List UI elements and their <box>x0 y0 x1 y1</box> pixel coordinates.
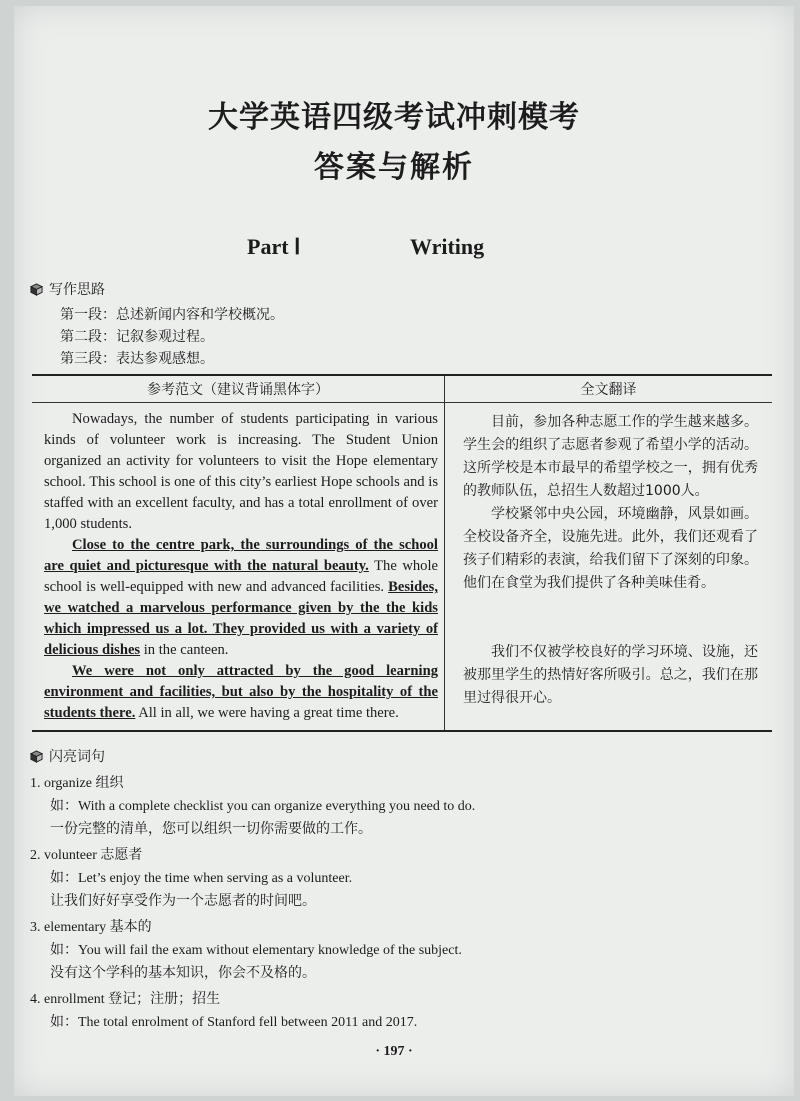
translation-paragraph-1: 目前，参加各种志愿工作的学生越来越多。学生会的组织了志愿者参观了希望小学的活动。这所学校是本市最早的希望学校之一，拥有优秀的教师队伍，总招生人数超过1000人。 <box>463 414 758 499</box>
essay-paragraph-1: Nowadays, the number of students participating in various kinds of volunteer work is increasing. The Student Union organized an activity for volunteers to visit the Hope elementary school. This school is one of this city’s earliest Hope schools and is staffed with an excellent faculty, and has a total enrollment of over 1,000 students. <box>44 411 438 532</box>
vocab-example: 如：With a complete checklist you can organize everything you need to do. <box>50 799 476 814</box>
english-essay-cell <box>32 403 445 732</box>
model-essay-header: 参考范文（建议背诵黑体字） <box>32 375 445 403</box>
essay-paragraph-3 <box>44 661 438 724</box>
outline-item: 第二段：记叙参观过程。 <box>60 329 214 345</box>
translation-paragraph-2: 学校紧邻中央公园，环境幽静，风景如画。全校设备齐全，设施先进。此外，我们还观看了孩子们精彩的表演，给我们留下了深刻的印象。他们在食堂为我们提供了各种美味佳肴。 <box>463 506 758 591</box>
vocab-heading-label: 闪亮词句 <box>49 749 105 765</box>
vocab-translation: 让我们好好享受作为一个志愿者的时间吧。 <box>50 893 316 909</box>
translation-paragraph-3: 我们不仅被学校良好的学习环境、设施，还被那里学生的热情好客所吸引。总之，我们在那里过得很开心。 <box>463 644 758 706</box>
vocab-word: 3. elementary 基本的 <box>30 920 152 935</box>
essay-text: in the canteen. <box>140 642 229 658</box>
vocab-heading <box>30 746 105 766</box>
page-number: · 197 · <box>375 1044 413 1059</box>
key-sentence: We were not only attracted by the good learning environment and facilities, but also by the hospitality of the students there. <box>44 663 438 721</box>
vocab-translation: 一份完整的清单，您可以组织一切你需要做的工作。 <box>50 821 372 837</box>
vocab-item <box>30 916 770 982</box>
key-sentence: Close to the centre park, the surroundings of the school are quiet and picturesque with the natural beauty. <box>44 537 438 574</box>
vocab-word: 1. organize 组织 <box>30 776 124 791</box>
part-number: Part Ⅰ <box>247 234 301 259</box>
vocab-item <box>30 844 770 910</box>
outline-item: 第三段：表达参观感想。 <box>60 351 214 367</box>
outline-heading-label: 写作思路 <box>49 282 105 298</box>
page-title: 大学英语四级考试冲刺模考 <box>208 100 580 135</box>
essay-text: The whole school is well-equipped with new and advanced facilities. <box>44 558 439 595</box>
outline-heading <box>30 279 105 299</box>
essay-paragraph-2 <box>44 535 438 661</box>
vocab-item <box>30 772 770 838</box>
outline-item: 第一段：总述新闻内容和学校概况。 <box>60 307 284 323</box>
vocab-item <box>30 988 770 1031</box>
vocab-example: 如：You will fail the exam without elementary knowledge of the subject. <box>50 943 462 958</box>
chinese-translation-cell <box>445 403 773 732</box>
vocab-translation: 没有这个学科的基本知识，你会不及格的。 <box>50 965 316 981</box>
document-page <box>14 6 794 1096</box>
essay-table <box>32 374 772 732</box>
page-subtitle: 答案与解析 <box>314 150 474 185</box>
cube-icon <box>30 750 43 763</box>
part-title: Writing <box>410 234 485 259</box>
vocab-list <box>30 770 770 1037</box>
translation-header: 全文翻译 <box>445 375 773 403</box>
vocab-word: 4. enrollment 登记；注册；招生 <box>30 992 221 1007</box>
key-sentence: Besides, we watched a marvelous performance given by the the kids which impressed us a lot. They provided us with a variety of delicious dishes <box>44 579 438 658</box>
vocab-example: 如：The total enrolment of Stanford fell between 2011 and 2017. <box>50 1015 418 1030</box>
cube-icon <box>30 283 43 296</box>
vocab-word: 2. volunteer 志愿者 <box>30 848 143 863</box>
essay-text: All in all, we were having a great time there. <box>135 705 399 721</box>
vocab-example: 如：Let’s enjoy the time when serving as a volunteer. <box>50 871 353 886</box>
